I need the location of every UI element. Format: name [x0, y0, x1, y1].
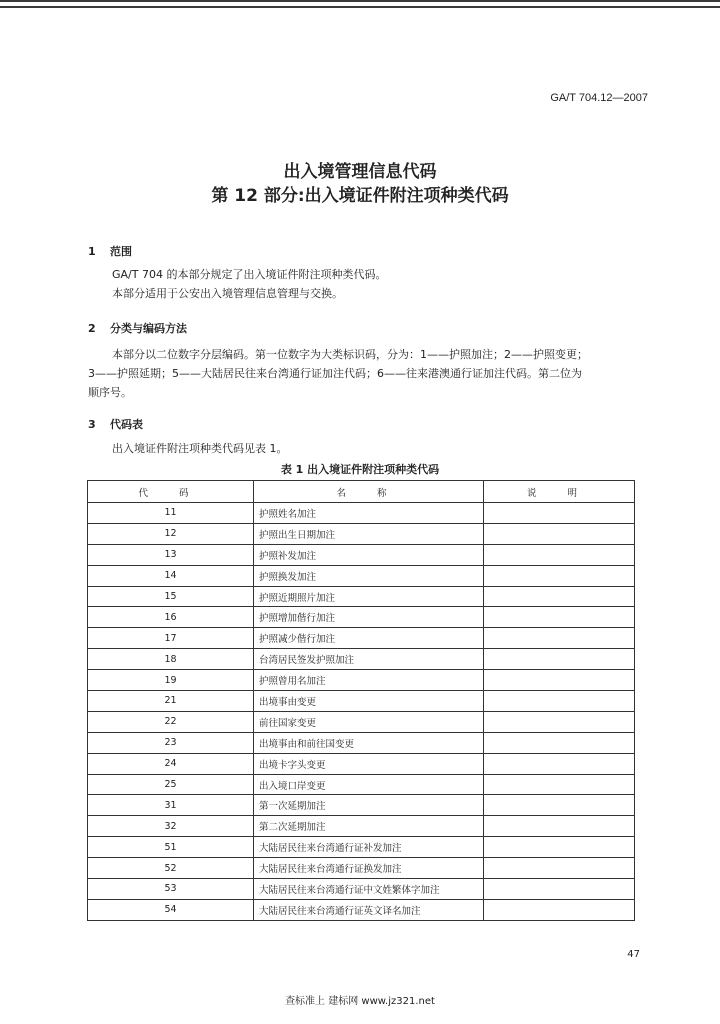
method-line-3: 顺序号。 [88, 386, 132, 399]
table-row [88, 691, 635, 712]
scan-edge [0, 0, 720, 14]
name-cell: 护照增加偕行加注 [254, 607, 484, 628]
name-cell: 护照补发加注 [254, 544, 484, 565]
note-cell [484, 503, 635, 524]
note-cell [484, 816, 635, 837]
section-number: 3 [88, 418, 96, 431]
section-heading-scope [88, 243, 132, 259]
method-line-1: 本部分以二位数字分层编码。第一位数字为大类标识码，分为：1——护照加注；2——护照变更； [112, 348, 588, 361]
header-note: 说 明 [484, 481, 635, 503]
note-cell [484, 858, 635, 879]
section-title: 范围 [110, 245, 132, 258]
name-cell: 前往国家变更 [254, 711, 484, 732]
document-subtitle: 第 12 部分:出入境证件附注项种类代码 [211, 186, 509, 206]
code-cell: 17 [88, 628, 254, 649]
code-cell: 52 [88, 858, 254, 879]
code-cell: 18 [88, 649, 254, 670]
note-cell [484, 753, 635, 774]
table-row [88, 837, 635, 858]
table-row [88, 523, 635, 544]
code-cell: 53 [88, 879, 254, 900]
table-row [88, 816, 635, 837]
name-cell: 护照姓名加注 [254, 503, 484, 524]
table-row [88, 795, 635, 816]
note-cell [484, 879, 635, 900]
table-row [88, 586, 635, 607]
code-cell: 13 [88, 544, 254, 565]
page-number: 47 [627, 949, 640, 960]
name-cell: 护照近期照片加注 [254, 586, 484, 607]
code-cell: 54 [88, 899, 254, 920]
note-cell [484, 628, 635, 649]
note-cell [484, 586, 635, 607]
table-row [88, 711, 635, 732]
code-cell: 51 [88, 837, 254, 858]
code-table [87, 480, 635, 921]
note-cell [484, 899, 635, 920]
table-row [88, 732, 635, 753]
scope-paragraph-2: 本部分适用于公安出入境管理信息管理与交换。 [112, 287, 343, 300]
code-cell: 22 [88, 711, 254, 732]
table-row [88, 649, 635, 670]
code-cell: 25 [88, 774, 254, 795]
table-row [88, 544, 635, 565]
table-intro: 出入境证件附注项种类代码见表 1。 [112, 442, 288, 455]
section-number: 2 [88, 322, 96, 335]
table-row [88, 670, 635, 691]
table-row [88, 753, 635, 774]
header-code: 代 码 [88, 481, 254, 503]
section-heading-code-table [88, 416, 143, 432]
section-heading-method [88, 320, 187, 336]
note-cell [484, 837, 635, 858]
note-cell [484, 711, 635, 732]
name-cell: 出境事由变更 [254, 691, 484, 712]
document-title: 出入境管理信息代码 [283, 162, 437, 182]
section-title: 代码表 [110, 418, 143, 431]
note-cell [484, 691, 635, 712]
footer-watermark: 查标准上 建标网 www.jz321.net [285, 996, 435, 1007]
note-cell [484, 670, 635, 691]
section-number: 1 [88, 245, 96, 258]
table-row [88, 879, 635, 900]
method-line-2: 3——护照延期；5——大陆居民往来台湾通行证加注代码；6——往来港澳通行证加注代码。第二位为 [88, 367, 582, 380]
code-cell: 31 [88, 795, 254, 816]
code-cell: 16 [88, 607, 254, 628]
name-cell: 大陆居民往来台湾通行证补发加注 [254, 837, 484, 858]
table-header-row [88, 481, 635, 503]
code-cell: 14 [88, 565, 254, 586]
code-cell: 21 [88, 691, 254, 712]
code-cell: 32 [88, 816, 254, 837]
table-row [88, 899, 635, 920]
name-cell: 大陆居民往来台湾通行证中文姓繁体字加注 [254, 879, 484, 900]
header-name: 名 称 [254, 481, 484, 503]
name-cell: 出境卡字头变更 [254, 753, 484, 774]
note-cell [484, 732, 635, 753]
name-cell: 台湾居民签发护照加注 [254, 649, 484, 670]
table-row [88, 628, 635, 649]
note-cell [484, 795, 635, 816]
code-cell: 15 [88, 586, 254, 607]
table-row [88, 565, 635, 586]
name-cell: 第二次延期加注 [254, 816, 484, 837]
name-cell: 第一次延期加注 [254, 795, 484, 816]
code-cell: 19 [88, 670, 254, 691]
section-title: 分类与编码方法 [110, 322, 187, 335]
table-row [88, 607, 635, 628]
table-caption: 表 1 出入境证件附注项种类代码 [280, 463, 440, 476]
name-cell: 护照换发加注 [254, 565, 484, 586]
name-cell: 护照减少偕行加注 [254, 628, 484, 649]
code-cell: 11 [88, 503, 254, 524]
name-cell: 出入境口岸变更 [254, 774, 484, 795]
scope-paragraph-1: GA/T 704 的本部分规定了出入境证件附注项种类代码。 [112, 268, 387, 281]
name-cell: 大陆居民往来台湾通行证英文译名加注 [254, 899, 484, 920]
code-cell: 24 [88, 753, 254, 774]
name-cell: 护照出生日期加注 [254, 523, 484, 544]
table-row [88, 774, 635, 795]
name-cell: 出境事由和前往国变更 [254, 732, 484, 753]
note-cell [484, 565, 635, 586]
table-row [88, 858, 635, 879]
table-body [88, 503, 635, 921]
code-cell: 12 [88, 523, 254, 544]
note-cell [484, 523, 635, 544]
standard-number: GA/T 704.12—2007 [550, 92, 648, 104]
table-row [88, 503, 635, 524]
note-cell [484, 649, 635, 670]
note-cell [484, 774, 635, 795]
name-cell: 护照曾用名加注 [254, 670, 484, 691]
name-cell: 大陆居民往来台湾通行证换发加注 [254, 858, 484, 879]
note-cell [484, 607, 635, 628]
note-cell [484, 544, 635, 565]
code-cell: 23 [88, 732, 254, 753]
